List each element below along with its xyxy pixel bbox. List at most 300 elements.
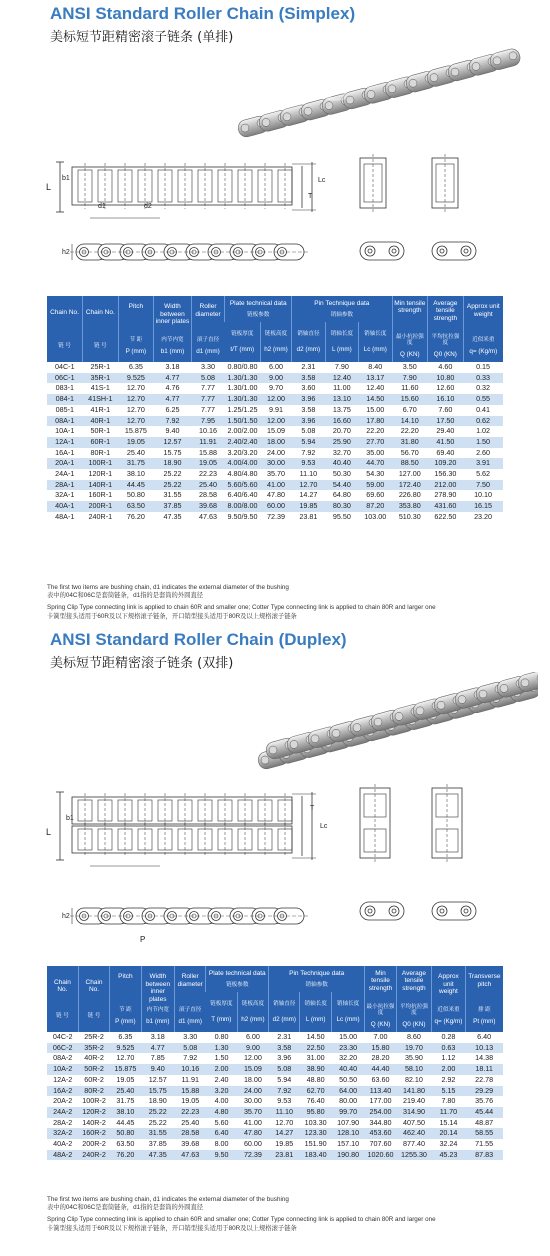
table-cell: 40R-1 <box>83 416 119 427</box>
table-cell: 3.96 <box>269 1053 300 1064</box>
table-cell: 20A-2 <box>47 1096 78 1107</box>
table-cell: 172.40 <box>392 480 428 491</box>
table-cell: 0.32 <box>463 383 503 394</box>
table-cell: 64.80 <box>325 490 358 501</box>
table-cell: 39.68 <box>191 501 224 512</box>
table-cell: 24.00 <box>237 1086 268 1097</box>
table-cell: 0.15 <box>463 362 503 373</box>
table-cell: 1.30/1.30 <box>225 373 261 384</box>
label-Lc: Lc <box>320 823 328 830</box>
table-cell: 22.23 <box>191 469 224 480</box>
table-cell: 31.00 <box>300 1053 331 1064</box>
table-cell: 3.18 <box>154 362 192 373</box>
table-cell: 40A-1 <box>47 501 83 512</box>
table-cell: 60.00 <box>237 1139 268 1150</box>
table-cell: 15.75 <box>154 448 192 459</box>
table-cell: 5.60 <box>206 1118 237 1129</box>
table-cell: 4.77 <box>141 1043 174 1054</box>
table-cell: 0.33 <box>463 373 503 384</box>
header-sub-cell: 链板高度 h2 (mm) <box>260 322 291 362</box>
table-cell: 47.80 <box>237 1128 268 1139</box>
table-cell: 877.40 <box>396 1139 432 1150</box>
table-cell: 80R-2 <box>78 1086 109 1097</box>
header-cell: Pitch 节 距 P (mm) <box>110 966 141 1032</box>
table-cell: 120R-2 <box>78 1107 109 1118</box>
table-cell: 63.50 <box>118 501 154 512</box>
table-cell: 11.91 <box>175 1075 206 1086</box>
table-row <box>47 448 503 459</box>
header-group: Pin Technique data 销轴参数 <box>292 296 392 322</box>
table-cell: 47.63 <box>175 1150 206 1161</box>
table-cell: 103.30 <box>300 1118 331 1129</box>
table-cell: 25.22 <box>154 469 192 480</box>
table-cell: 7.92 <box>292 448 325 459</box>
table-cell: 5.08 <box>191 373 224 384</box>
header-sub-cell: 销轴直径 d2 (mm) <box>292 322 325 362</box>
table-cell: 3.30 <box>191 362 224 373</box>
table-cell: 3.96 <box>292 394 325 405</box>
table-cell: 6.35 <box>110 1032 141 1043</box>
label-d1: d1 <box>98 203 106 210</box>
table-cell: 7.95 <box>191 416 224 427</box>
table-cell: 2.92 <box>432 1075 465 1086</box>
table-cell: 44.70 <box>359 458 392 469</box>
table-cell: 5.08 <box>292 426 325 437</box>
table-cell: 0.80/0.80 <box>225 362 261 373</box>
table-cell: 1.30/1.30 <box>225 394 261 405</box>
header-cell: Width between inner plates 内节内宽 b1 (mm) <box>141 966 174 1032</box>
table-cell: 25.40 <box>175 1118 206 1129</box>
table-cell: 60R-1 <box>83 437 119 448</box>
table-cell: 22.20 <box>392 426 428 437</box>
table-cell: 3.58 <box>269 1043 300 1054</box>
duplex-side-view-drawing <box>60 898 320 948</box>
table-cell: 8.60 <box>396 1032 432 1043</box>
table-cell: 28A-1 <box>47 480 83 491</box>
table-cell: 407.50 <box>396 1118 432 1129</box>
table-cell: 15.00 <box>331 1032 364 1043</box>
table-cell: 19.05 <box>175 1096 206 1107</box>
table-cell: 39.68 <box>175 1139 206 1150</box>
label-L: L <box>46 827 52 837</box>
table-cell: 41.50 <box>428 437 464 448</box>
table-cell: 27.70 <box>359 437 392 448</box>
table-cell: 6.40 <box>465 1032 503 1043</box>
table-cell: 2.00 <box>432 1064 465 1075</box>
table-cell: 5.94 <box>269 1075 300 1086</box>
table-cell: 40R-2 <box>78 1053 109 1064</box>
table-cell: 35R-1 <box>83 373 119 384</box>
table-cell: 32.24 <box>432 1139 465 1150</box>
chain-link <box>488 47 521 71</box>
duplex-spec-table <box>47 966 503 1160</box>
table-cell: 6.25 <box>154 405 192 416</box>
table-cell: 19.05 <box>110 1075 141 1086</box>
table-cell: 44.45 <box>110 1118 141 1129</box>
table-cell: 4.00/4.00 <box>225 458 261 469</box>
simplex-title-cn: 美标短节距精密滚子链条 (单排) <box>50 30 234 45</box>
label-d2: d2 <box>144 203 152 210</box>
table-row <box>47 1128 503 1139</box>
table-cell: 50.80 <box>110 1128 141 1139</box>
table-cell: 23.81 <box>269 1150 300 1161</box>
table-cell: 344.80 <box>365 1118 396 1129</box>
table-row <box>47 512 503 523</box>
table-cell: 510.30 <box>392 512 428 523</box>
table-cell: 10A-2 <box>47 1064 78 1075</box>
table-cell: 7.90 <box>392 373 428 384</box>
table-cell: 120R-1 <box>83 469 119 480</box>
table-cell: 35R-2 <box>78 1043 109 1054</box>
header-cell: Min tensile strength 最小抗拉强度 Q (KN) <box>365 966 396 1032</box>
table-cell: 622.50 <box>428 512 464 523</box>
table-cell: 15.875 <box>110 1064 141 1075</box>
table-cell: 123.30 <box>300 1128 331 1139</box>
duplex-end-views <box>352 780 532 950</box>
table-cell: 44.40 <box>365 1064 396 1075</box>
simplex-spec-table <box>47 296 503 523</box>
table-cell: 71.55 <box>465 1139 503 1150</box>
header-group: Pin Technique data 销轴参数 <box>269 966 365 992</box>
table-cell: 160R-1 <box>83 490 119 501</box>
table-cell: 50.50 <box>331 1075 364 1086</box>
table-cell: 219.40 <box>396 1096 432 1107</box>
table-cell: 35.70 <box>260 469 291 480</box>
header-cell: Pitch 节 距 P (mm) <box>118 296 154 362</box>
table-cell: 453.60 <box>365 1128 396 1139</box>
table-cell: 157.10 <box>331 1139 364 1150</box>
table-cell: 18.00 <box>260 437 291 448</box>
table-cell: 41SH-1 <box>83 394 119 405</box>
table-cell: 083-1 <box>47 383 83 394</box>
table-cell: 10.13 <box>465 1043 503 1054</box>
duplex-notes <box>47 1196 517 1233</box>
header-cell: Approx unit weight 近似米重 q= (Kg/m) <box>463 296 503 362</box>
table-cell: 87.20 <box>359 501 392 512</box>
table-cell: 100R-1 <box>83 458 119 469</box>
table-row <box>47 394 503 405</box>
table-cell: 9.70 <box>260 383 291 394</box>
table-row <box>47 416 503 427</box>
table-cell: 35.00 <box>359 448 392 459</box>
table-cell: 8.40 <box>359 362 392 373</box>
table-cell: 10.16 <box>191 426 224 437</box>
simplex-note-4: 卡簧型接头适用于60R及以下规格滚子链条，开口销型接头适用于80R及以上规格滚子链条 <box>47 612 297 620</box>
table-cell: 24A-1 <box>47 469 83 480</box>
duplex-chain-photo <box>248 672 538 787</box>
table-cell: 9.525 <box>118 373 154 384</box>
table-cell: 109.20 <box>428 458 464 469</box>
table-cell: 25.40 <box>191 480 224 491</box>
table-cell: 254.00 <box>365 1107 396 1118</box>
table-row <box>47 1096 503 1107</box>
table-cell: 14.50 <box>300 1032 331 1043</box>
table-row <box>47 405 503 416</box>
table-row <box>47 469 503 480</box>
table-cell: 12.00 <box>260 416 291 427</box>
table-cell: 28.20 <box>365 1053 396 1064</box>
table-cell: 22.50 <box>300 1043 331 1054</box>
table-cell: 54.40 <box>325 480 358 491</box>
simplex-end-views <box>352 150 532 270</box>
table-cell: 37.85 <box>154 501 192 512</box>
duplex-top-view-drawing <box>40 780 340 880</box>
table-cell: 3.20/3.20 <box>225 448 261 459</box>
table-cell: 76.20 <box>118 512 154 523</box>
table-row <box>47 373 503 384</box>
table-cell: 38.10 <box>110 1107 141 1118</box>
simplex-chain-photo <box>228 40 528 150</box>
table-row <box>47 501 503 512</box>
table-cell: 4.76 <box>154 383 192 394</box>
table-cell: 5.60/5.60 <box>225 480 261 491</box>
table-cell: 3.20 <box>206 1086 237 1097</box>
table-cell: 240R-1 <box>83 512 119 523</box>
table-cell: 7.92 <box>154 416 192 427</box>
header-sub-cell: 销轴长度 L (mm) <box>325 322 358 362</box>
table-cell: 085-1 <box>47 405 83 416</box>
header-sub-cell: 链板厚度 t/T (mm) <box>225 322 261 362</box>
table-row <box>47 490 503 501</box>
table-cell: 23.20 <box>463 512 503 523</box>
table-cell: 1.12 <box>432 1053 465 1064</box>
table-cell: 17.50 <box>428 416 464 427</box>
table-cell: 431.60 <box>428 501 464 512</box>
simplex-side-view-drawing <box>60 232 320 272</box>
table-cell: 4.80/4.80 <box>225 469 261 480</box>
table-cell: 95.50 <box>325 512 358 523</box>
table-cell: 64.00 <box>331 1086 364 1097</box>
table-row <box>47 1053 503 1064</box>
table-cell: 88.50 <box>392 458 428 469</box>
table-cell: 12.70 <box>118 416 154 427</box>
table-cell: 3.30 <box>175 1032 206 1043</box>
table-cell: 25R-2 <box>78 1032 109 1043</box>
table-cell: 9.40 <box>141 1064 174 1075</box>
table-cell: 95.80 <box>300 1107 331 1118</box>
table-cell: 9.91 <box>260 405 291 416</box>
table-cell: 63.50 <box>110 1139 141 1150</box>
header-cell: Chain No. 链 号 <box>47 296 83 362</box>
table-cell: 7.77 <box>191 383 224 394</box>
table-cell: 9.40 <box>154 426 192 437</box>
table-cell: 16.15 <box>463 501 503 512</box>
table-cell: 37.85 <box>141 1139 174 1150</box>
header-cell: Approx unit weight 近似米重 q= (Kg/m) <box>432 966 465 1032</box>
table-cell: 9.525 <box>110 1043 141 1054</box>
table-cell: 20A-1 <box>47 458 83 469</box>
table-cell: 7.90 <box>325 362 358 373</box>
table-row <box>47 1075 503 1086</box>
table-cell: 3.58 <box>292 373 325 384</box>
table-cell: 60.00 <box>260 501 291 512</box>
table-row <box>47 362 503 373</box>
table-cell: 462.40 <box>396 1128 432 1139</box>
simplex-watermark: SMC <box>240 61 356 110</box>
table-cell: 11.91 <box>191 437 224 448</box>
table-cell: 1.02 <box>463 426 503 437</box>
table-cell: 16.10 <box>428 394 464 405</box>
table-cell: 6.00 <box>237 1032 268 1043</box>
table-cell: 04C-2 <box>47 1032 78 1043</box>
table-cell: 15.88 <box>175 1086 206 1097</box>
table-cell: 12.70 <box>292 480 325 491</box>
table-cell: 7.85 <box>141 1053 174 1064</box>
table-cell: 100R-2 <box>78 1096 109 1107</box>
table-cell: 48A-2 <box>47 1150 78 1161</box>
table-cell: 4.77 <box>154 373 192 384</box>
table-cell: 0.80 <box>206 1032 237 1043</box>
header-cell: Width between inner plates 内节内宽 b1 (mm) <box>154 296 192 362</box>
table-cell: 226.80 <box>392 490 428 501</box>
table-cell: 10A-1 <box>47 426 83 437</box>
duplex-note-4: 卡簧型接头适用于60R及以下规格滚子链条，开口销型接头适用于80R及以上规格滚子链条 <box>47 1224 297 1232</box>
table-cell: 47.35 <box>154 512 192 523</box>
table-cell: 12.57 <box>154 437 192 448</box>
table-cell: 2.00/2.00 <box>225 426 261 437</box>
table-cell: 4.80 <box>206 1107 237 1118</box>
label-T: T <box>310 805 315 812</box>
duplex-title-cn: 美标短节距精密滚子链条 (双排) <box>50 656 234 671</box>
table-cell: 18.90 <box>154 458 192 469</box>
table-cell: 3.60 <box>292 383 325 394</box>
table-cell: 32.20 <box>331 1053 364 1064</box>
table-cell: 6.40 <box>206 1128 237 1139</box>
table-cell: 5.08 <box>175 1043 206 1054</box>
table-cell: 7.00 <box>365 1032 396 1043</box>
table-cell: 25.40 <box>110 1086 141 1097</box>
table-cell: 6.00 <box>260 362 291 373</box>
table-cell: 0.55 <box>463 394 503 405</box>
header-sub-cell: 销轴长度 Lc (mm) <box>331 992 364 1032</box>
table-cell: 8.00 <box>206 1139 237 1150</box>
table-cell: 140R-1 <box>83 480 119 491</box>
table-cell: 707.60 <box>365 1139 396 1150</box>
table-cell: 2.40 <box>206 1075 237 1086</box>
table-cell: 15.88 <box>191 448 224 459</box>
table-cell: 31.75 <box>118 458 154 469</box>
table-cell: 4.00 <box>206 1096 237 1107</box>
table-cell: 87.83 <box>465 1150 503 1161</box>
table-cell: 14.10 <box>392 416 428 427</box>
table-cell: 99.70 <box>331 1107 364 1118</box>
table-cell: 17.80 <box>359 416 392 427</box>
table-cell: 58.55 <box>465 1128 503 1139</box>
table-cell: 12A-2 <box>47 1075 78 1086</box>
table-cell: 6.70 <box>392 405 428 416</box>
table-cell: 15.80 <box>365 1043 396 1054</box>
table-cell: 2.31 <box>292 362 325 373</box>
table-cell: 4.60 <box>428 362 464 373</box>
table-cell: 3.96 <box>292 416 325 427</box>
table-cell: 13.17 <box>359 373 392 384</box>
table-cell: 69.40 <box>428 448 464 459</box>
table-cell: 72.39 <box>237 1150 268 1161</box>
label-b1: b1 <box>62 175 70 182</box>
table-cell: 12.57 <box>141 1075 174 1086</box>
header-sub-cell: 销轴长度 Lc (mm) <box>359 322 392 362</box>
header-sub-cell: 销轴直径 d2 (mm) <box>269 992 300 1032</box>
table-cell: 32.70 <box>325 448 358 459</box>
table-cell: 14.50 <box>359 394 392 405</box>
table-cell: 22.23 <box>175 1107 206 1118</box>
table-cell: 72.39 <box>260 512 291 523</box>
table-row <box>47 458 503 469</box>
label-T: T <box>308 193 313 200</box>
table-row <box>47 1118 503 1129</box>
table-cell: 6.35 <box>118 362 154 373</box>
table-cell: 278.90 <box>428 490 464 501</box>
header-group: Plate technical data 链板参数 <box>206 966 269 992</box>
table-cell: 11.10 <box>292 469 325 480</box>
table-cell: 7.92 <box>175 1053 206 1064</box>
table-cell: 35.90 <box>396 1053 432 1064</box>
table-cell: 353.80 <box>392 501 428 512</box>
table-cell: 14.27 <box>292 490 325 501</box>
table-cell: 06C-1 <box>47 373 83 384</box>
table-cell: 12.70 <box>118 383 154 394</box>
table-cell: 47.35 <box>141 1150 174 1161</box>
table-cell: 151.90 <box>300 1139 331 1150</box>
table-cell: 1020.60 <box>365 1150 396 1161</box>
table-cell: 2.60 <box>463 448 503 459</box>
table-cell: 59.00 <box>359 480 392 491</box>
table-cell: 240R-2 <box>78 1150 109 1161</box>
table-cell: 38.10 <box>118 469 154 480</box>
table-cell: 19.85 <box>269 1139 300 1150</box>
table-cell: 15.09 <box>260 426 291 437</box>
table-cell: 11.00 <box>325 383 358 394</box>
table-cell: 32A-1 <box>47 490 83 501</box>
table-cell: 103.00 <box>359 512 392 523</box>
table-cell: 25R-1 <box>83 362 119 373</box>
table-cell: 54.30 <box>359 469 392 480</box>
table-cell: 12.70 <box>118 405 154 416</box>
table-cell: 1.50/1.50 <box>225 416 261 427</box>
table-cell: 08A-2 <box>47 1053 78 1064</box>
table-cell: 107.90 <box>331 1118 364 1129</box>
table-cell: 15.09 <box>237 1064 268 1075</box>
table-cell: 3.50 <box>392 362 428 373</box>
table-cell: 80R-1 <box>83 448 119 459</box>
table-cell: 141.80 <box>396 1086 432 1097</box>
table-cell: 56.70 <box>392 448 428 459</box>
label-h2: h2 <box>62 249 70 256</box>
table-cell: 7.77 <box>191 405 224 416</box>
table-cell: 5.94 <box>292 437 325 448</box>
table-cell: 40.40 <box>325 458 358 469</box>
table-cell: 41.00 <box>260 480 291 491</box>
table-cell: 11.70 <box>432 1107 465 1118</box>
table-cell: 1255.30 <box>396 1150 432 1161</box>
table-cell: 12.60 <box>428 383 464 394</box>
table-cell: 0.41 <box>463 405 503 416</box>
table-row <box>47 1150 503 1161</box>
table-cell: 29.40 <box>428 426 464 437</box>
label-h2: h2 <box>62 913 70 920</box>
table-cell: 25.40 <box>118 448 154 459</box>
table-cell: 7.80 <box>432 1096 465 1107</box>
table-row <box>47 426 503 437</box>
table-cell: 183.40 <box>300 1150 331 1161</box>
table-cell: 7.60 <box>428 405 464 416</box>
table-cell: 128.10 <box>331 1128 364 1139</box>
label-L: L <box>46 182 52 192</box>
table-cell: 127.00 <box>392 469 428 480</box>
table-cell: 35.70 <box>237 1107 268 1118</box>
table-cell: 190.80 <box>331 1150 364 1161</box>
table-cell: 12.40 <box>359 383 392 394</box>
